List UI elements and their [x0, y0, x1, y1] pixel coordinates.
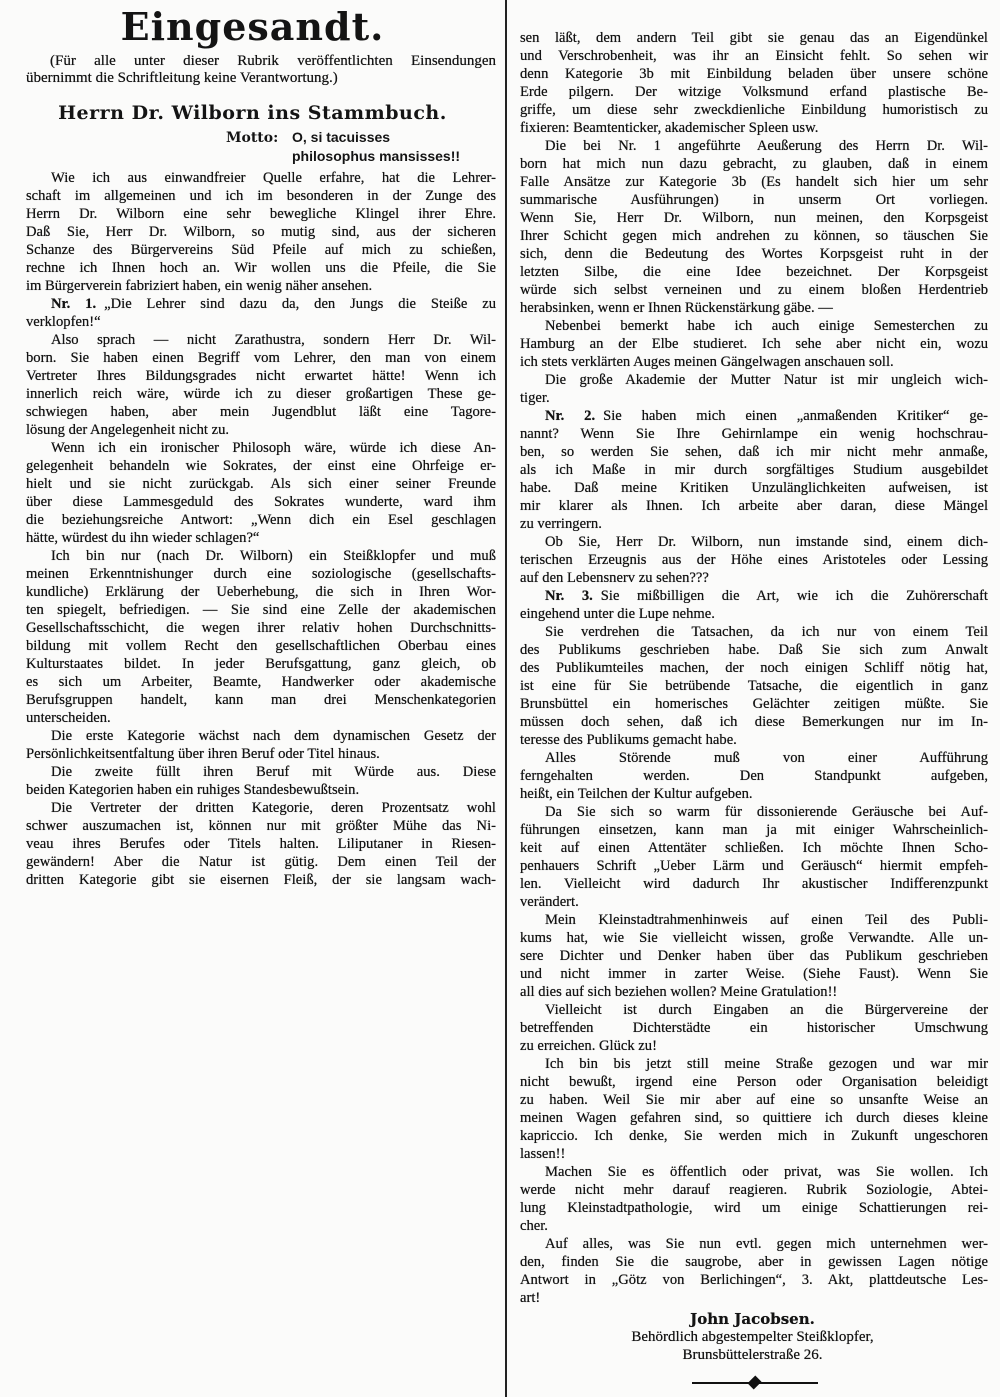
- paragraph: [520, 371, 988, 407]
- text-line: mir klarer als Ihnen. Ich arbeite aber daran, diese Mängel: [520, 498, 988, 514]
- text-line: kundliche) Erklärung der Ueberhebung, die sich in Ihren Wor-: [26, 584, 496, 600]
- text-line: den, finden Sie die saugrobe, aber in gewissen Lagen nötige: [520, 1254, 988, 1270]
- text-line: sere Dichter und Denker haben über das Publikum geschrieben: [520, 948, 988, 964]
- paragraph: [26, 331, 496, 439]
- text-line: herabsinken, wenn er Ihnen Rückenstärkung gäbe. —: [520, 300, 833, 316]
- text-line: Herrn Dr. Wilborn eine sehr bewegliche Klingel ihrer Ehre.: [26, 206, 496, 222]
- text-line: verklopfen!“: [26, 314, 101, 330]
- motto-label: Motto:: [226, 130, 279, 146]
- text-line: ten spiegelt, befriedigen. — Sie sind eine Zelle der akademischen: [26, 602, 496, 618]
- paragraph-lead: Nr. 1.: [51, 296, 97, 312]
- paragraph: [520, 623, 988, 749]
- line-text: Sie mißbilligen die Art, wie ich die Zuhörerschaft: [600, 588, 988, 604]
- text-line: [520, 587, 988, 605]
- text-line: Die zweite füllt ihren Beruf mit Würde aus. Diese: [51, 764, 496, 780]
- text-line: werde nicht mehr darauf reagieren. Rubrik Soziologie, Abtei-: [520, 1182, 988, 1198]
- text-line: Die bei Nr. 1 angeführte Aeußerung des Herrn Dr. Wil-: [545, 138, 988, 154]
- text-line: eingehend unter die Lupe nehme.: [520, 606, 715, 622]
- text-line: gelegenheit behandeln wie Sokrates, der einst eine Ohrfeige er-: [26, 458, 496, 474]
- text-line: lösung der Angelegenheit nicht zu.: [26, 422, 230, 438]
- text-line: art!: [520, 1290, 541, 1306]
- paragraph: [520, 749, 988, 803]
- paragraph: [520, 1055, 988, 1163]
- end-ornament: [692, 1379, 818, 1387]
- text-line: all dies auf sich beziehen wollen? Meine Gratulation!!: [520, 984, 838, 1000]
- signature-block: [505, 1310, 1000, 1364]
- text-line: Wenn Sie, Herr Dr. Wilborn, nun meinen, den Korpsgeist: [520, 210, 988, 226]
- text-line: Nebenbei bemerkt habe ich auch einige Semesterchen zu: [545, 318, 988, 334]
- text-line: bildung mit vollem Recht den gesellschaftlichen Oberbau eines: [26, 638, 496, 654]
- text-line: Ich bin nur (nach Dr. Wilborn) ein Steißklopfer und muß: [51, 548, 496, 564]
- text-line: [520, 407, 988, 425]
- paragraph: [26, 295, 496, 331]
- text-line: Die große Akademie der Mutter Natur ist mir ungleich wich-: [545, 372, 988, 388]
- text-line: [26, 295, 496, 313]
- paragraph: [520, 1235, 988, 1307]
- text-line: Wenn ich ein ironischer Philosoph wäre, würde ich diese An-: [51, 440, 496, 456]
- text-line: cher.: [520, 1218, 548, 1234]
- paragraph: [520, 911, 988, 1001]
- text-line: ist eine für Sie betrübende Tatsache, die eigentlich in ganz: [520, 678, 988, 694]
- text-line: tiger.: [520, 390, 550, 406]
- text-line: Kulturstaates bildet. In jeder Berufsgattung, ganz gleich, ob: [26, 656, 496, 672]
- text-line: Falle Ansätze zur Kategorie 3b (Es handelt sich hier um sehr: [520, 174, 988, 190]
- text-line: teresse des Publikums gemacht habe.: [520, 732, 737, 748]
- text-line: Mein Kleinstadtrahmenhinweis auf einen Teil des Publi-: [545, 912, 988, 928]
- text-line: führungen einsetzen, kann man ja mit einiger Wahrscheinlich-: [520, 822, 988, 838]
- text-line: als ich Maße in mir durch sorgfältiges Studium ausgebildet: [520, 462, 988, 478]
- paragraph: [26, 727, 496, 763]
- text-line: heißt, ein Teilchen der Kultur aufgeben.: [520, 786, 753, 802]
- author-title: Behördlich abgestempelter Steißklopfer,: [631, 1329, 874, 1345]
- text-line: kums hat, wie Sie vielleicht wissen, große Verwandte. Alle un-: [520, 930, 988, 946]
- text-line: beiden Kategorien haben ein ruhiges Standesbewußtsein.: [26, 782, 360, 798]
- text-line: Die erste Kategorie wächst nach dem dynamischen Gesetz der: [51, 728, 496, 744]
- paragraph: [26, 547, 496, 727]
- text-line: auf den Lebensnerv zu sehen???: [520, 570, 709, 586]
- text-line: Wie ich aus einwandfreier Quelle erfahre, hat die Lehrer-: [51, 170, 496, 186]
- text-line: und Verschrobenheit, was ihr an Einsicht fehlt. So sehen wir: [520, 48, 988, 64]
- text-line: lung Kleinstadtpathologie, wird um einige Schattierungen rei-: [520, 1200, 988, 1216]
- text-line: ich stets verklärten Auges meinen Gängelwagen anschauen soll.: [520, 354, 894, 370]
- text-line: müssen doch sehen, daß ich diese Bemerkungen nur im In-: [520, 714, 988, 730]
- paragraph: [26, 169, 496, 295]
- text-line: veau ihres Berufes oder Titels halten. Liliputaner in Riesen-: [26, 836, 496, 852]
- text-line: zu verringern.: [520, 516, 602, 532]
- text-line: gewändern! Aber die Natur ist gütig. Dem einen Teil der: [26, 854, 496, 870]
- text-line: Schanze des Bürgervereins Süd Pfeile auf mich zu schießen,: [26, 242, 496, 258]
- editorial-disclaimer: [26, 53, 496, 87]
- text-line: nannt? Wenn Sie Ihre Gehirnlampe ein wenig hochschrau-: [520, 426, 988, 442]
- text-line: hätte, würdest du ihn wieder schlagen?“: [26, 530, 260, 546]
- text-line: Daß Sie, Herr Dr. Wilborn, so mutig sind, aus der sicheren: [26, 224, 496, 240]
- text-line: zu haben. Weil Sie mir aber auf eine so unsanfte Weise an: [520, 1092, 988, 1108]
- text-line: keit auf einen Attentäter schließen. Ich möchte Ihnen Scho-: [520, 840, 988, 856]
- line-text: Sie haben mich einen „anmaßenden Kritiker“ ge-: [603, 408, 989, 424]
- paragraph-lead: Nr. 2.: [545, 408, 596, 424]
- text-line: sich, denn die Bedeutung des Wortes Korpsgeist ruht in der: [520, 246, 988, 262]
- text-line: es sich um Arbeiter, Beamte, Handwerker oder akademische: [26, 674, 496, 690]
- paragraph: [520, 587, 988, 623]
- text-line: die beziehungsreiche Antwort: „Wenn dich ein Esel geschlagen: [26, 512, 496, 528]
- paragraph: [520, 29, 988, 137]
- article-title: Herrn Dr. Wilborn ins Stammbuch.: [58, 102, 447, 124]
- text-line: Auf alles, was Sie nun evtl. gegen mich unternehmen wer-: [545, 1236, 988, 1252]
- text-line: letzten Silbe, die eine Idee bezeichnet. Der Korpsgeist: [520, 264, 988, 280]
- text-line: kapriccio. Ich denke, Sie werden mich in Zukunft ungeschoren: [520, 1128, 988, 1144]
- ornament-diamond-icon: [747, 1375, 761, 1389]
- line-text: „Die Lehrer sind dazu da, den Jungs die Steiße zu: [104, 296, 496, 312]
- text-line: lassen!!: [520, 1146, 566, 1162]
- text-line: Hamburg an der Elbe studieret. Ich sehe aber nicht ein, wozu: [520, 336, 988, 352]
- paragraph: [520, 407, 988, 533]
- text-line: Persönlichkeitsentfaltung über ihren Beruf oder Titel hinaus.: [26, 746, 380, 762]
- text-line: nicht bewußt, irgend eine Person oder Organisation beleidigt: [520, 1074, 988, 1090]
- text-line: dritten Kategorie gibt sie eisernen Fleiß, der sie langsam wach-: [26, 872, 496, 888]
- text-line: Erde pilgern. Der witzige Volksmund erfand plastische Be-: [520, 84, 988, 100]
- paragraph: [26, 439, 496, 547]
- text-line: zu erreichen. Glück zu!: [520, 1038, 657, 1054]
- text-line: rechne ich Ihnen hoch an. Wir wollen uns die Pfeile, die Sie: [26, 260, 496, 276]
- text-line: des Publikumteiles machen, der noch einigen Schliff nötig hat,: [520, 660, 988, 676]
- text-line: griffe, um diese sehr zweckdienliche Einbildung humoristisch zu: [520, 102, 988, 118]
- text-line: summarische Ausführungen) in unserm Ort vorliegen.: [520, 192, 988, 208]
- text-line: schwer auszumachen ist, können nur mit größter Mühe das Ni-: [26, 818, 496, 834]
- paragraph: [520, 1163, 988, 1235]
- text-line: Machen Sie es öffentlich oder privat, was Sie wollen. Ich: [545, 1164, 988, 1180]
- column-divider: [505, 0, 507, 1397]
- text-line: Da Sie sich so warm für dissonierende Geräusche bei Auf-: [545, 804, 988, 820]
- paragraph: [26, 763, 496, 799]
- text-line: Sie verdrehen die Tatsachen, da ich nur von einem Teil: [545, 624, 988, 640]
- text-line: Vielleicht ist durch Eingaben an die Bürgervereine der: [545, 1002, 988, 1018]
- disclaimer-line: (Für alle unter dieser Rubrik veröffentlichten Einsendungen: [50, 53, 496, 69]
- text-line: meinen Erkenntnishunger durch eine soziologische (gesellschafts-: [26, 566, 496, 582]
- text-line: hielt und sie nicht zurückgab. Als sich einer seiner Freunde: [26, 476, 496, 492]
- text-line: Ich bin bis jetzt still meine Straße gezogen und war mir: [545, 1056, 988, 1072]
- text-line: ferngehalten werden. Den Standpunkt aufgeben,: [520, 768, 988, 784]
- paragraph-lead: Nr. 3.: [545, 588, 593, 604]
- text-line: würde sich selbst verneinen und zu einem bloßen Herdentrieb: [520, 282, 988, 298]
- paragraph: [520, 1001, 988, 1055]
- text-line: sen läßt, dem andern Teil gibt sie genau das an Eigendünkel: [520, 30, 988, 46]
- text-line: penhauers Schrift „Ueber Lärm und Geräusch“ hiermit empfeh-: [520, 858, 988, 874]
- right-column: [520, 29, 988, 1307]
- text-line: Brunsbüttel ein homerisches Gelächter zeitigen müßte. Sie: [520, 696, 988, 712]
- text-line: born hat mich nun dazu gebracht, zu glauben, daß in einem: [520, 156, 988, 172]
- text-line: und nicht immer in zarter Weise. (Siehe Faust). Wenn Sie: [520, 966, 988, 982]
- section-title: Eingesandt.: [120, 4, 385, 49]
- text-line: Alles Störende muß von einer Aufführung: [545, 750, 988, 766]
- text-line: Gesellschaftsschicht, die wegen ihrer relativ hohen Durchschnitts-: [26, 620, 496, 636]
- text-line: schaft im allgemeinen und ich im besonderen in der Zunge des: [26, 188, 496, 204]
- text-line: fixieren: Beamtenticker, akademischer Spleen usw.: [520, 120, 819, 136]
- text-line: schwiegen haben, aber mein Jugendblut läßt eine Tagore-: [26, 404, 496, 420]
- text-line: Vertreter Ihres Bildungsgrades nicht erwartet hätte! Wenn ich: [26, 368, 496, 384]
- text-line: Ob Sie, Herr Dr. Wilborn, nun imstande sind, einem dich-: [545, 534, 988, 550]
- paragraph: [520, 533, 988, 587]
- author-name: John Jacobsen.: [690, 1310, 815, 1328]
- text-line: ben, so werden Sie sehen, daß ich mir nicht mehr anmaße,: [520, 444, 988, 460]
- text-line: Also sprach — nicht Zarathustra, sondern Herr Dr. Wil-: [51, 332, 496, 348]
- text-line: meinen Wagen gefahren sind, so quittiere ich durch dieses kleine: [520, 1110, 988, 1126]
- text-line: unterscheiden.: [26, 710, 111, 726]
- motto-line: philosophus mansisses!!: [292, 148, 461, 164]
- text-line: über diese Lammesgeduld des Sokrates wunderte, ward ihm: [26, 494, 496, 510]
- text-line: len. Vielleicht wird dadurch Ihr akustischer Indifferenzpunkt: [520, 876, 988, 892]
- text-line: terischen Erzeugnis aus der Höhe eines Aristoteles oder Lessing: [520, 552, 988, 568]
- text-line: des Publikums geschrieben habe. Daß Sie sich zum Anwalt: [520, 642, 988, 658]
- motto-line: O, si tacuisses: [292, 129, 391, 145]
- left-column: [26, 169, 496, 889]
- paragraph: [520, 803, 988, 911]
- text-line: verändert.: [520, 894, 579, 910]
- text-line: habe. Daß meine Kritiken Unzulänglichkeiten aufweisen, ist: [520, 480, 988, 496]
- text-line: im Bürgerverein fabriziert haben, ein wenig näher ansehen.: [26, 278, 373, 294]
- paragraph: [520, 137, 988, 317]
- motto: [226, 128, 460, 166]
- text-line: denn Kategorie 3b mit Einbildung beladen über unsere schöne: [520, 66, 988, 82]
- disclaimer-line: übernimmt die Schriftleitung keine Verantwortung.): [26, 70, 338, 86]
- text-line: Ihrer Schicht gegen mich andrehen zu können, so täuschen Sie: [520, 228, 988, 244]
- author-address: Brunsbüttelerstraße 26.: [682, 1347, 823, 1363]
- text-line: Antwort in „Götz von Berlichingen“, 3. Akt, plattdeutsche Les-: [520, 1272, 988, 1288]
- paragraph: [26, 799, 496, 889]
- text-line: born. Sie haben einen Begriff vom Lehrer, den man von einem: [26, 350, 496, 366]
- text-line: Berufsgruppen handelt, kann man drei Menschenkategorien: [26, 692, 496, 708]
- text-line: innerlich reich wäre, würde ich zu dieser großartigen These ge-: [26, 386, 496, 402]
- paragraph: [520, 317, 988, 371]
- text-line: betreffenden Dichterstädte ein historischer Umschwung: [520, 1020, 988, 1036]
- text-line: Die Vertreter der dritten Kategorie, deren Prozentsatz wohl: [51, 800, 496, 816]
